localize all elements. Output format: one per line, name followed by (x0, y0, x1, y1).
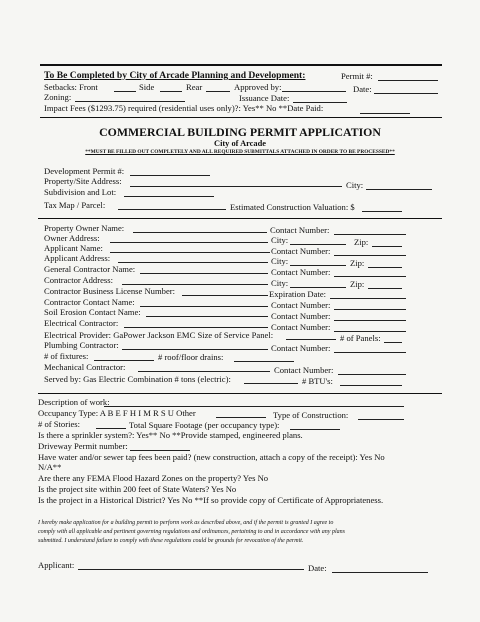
historical-label: Is the project in a Historical District? Yes No **If so provide copy of Certificate of Appropriateness. (38, 495, 384, 505)
planning-date-label: Date: (353, 84, 372, 94)
applicant-address-label: Applicant Address: (44, 253, 111, 263)
applicant-zip-label: Zip: (350, 258, 365, 268)
electrical-contractor-label: Electrical Contractor: (44, 318, 119, 328)
setbacks-side-label: Side (139, 82, 155, 92)
subdivision-field[interactable] (124, 196, 214, 197)
soil-erosion-field[interactable] (146, 316, 268, 317)
contractor-contact-number-field[interactable] (334, 309, 406, 310)
owner-address-label: Owner Address: (44, 233, 100, 243)
applicant-signature-field[interactable] (78, 569, 304, 570)
property-owner-label: Property Owner Name: (44, 223, 125, 233)
btu-label: # BTU's: (302, 376, 333, 386)
setbacks-front-field[interactable] (114, 91, 136, 92)
general-contractor-contact-field[interactable] (334, 276, 406, 277)
impact-fees-label: Impact Fees ($1293.75) required (residential uses only)?: Yes** No **Date Paid: (44, 103, 324, 113)
tax-map-field[interactable] (118, 209, 226, 210)
plumbing-contractor-field[interactable] (122, 349, 268, 350)
mechanical-contact-field[interactable] (338, 374, 406, 375)
planning-date-field[interactable] (374, 93, 438, 94)
owner-contact-label: Contact Number: (270, 225, 330, 235)
processing-notice: **MUST BE FILLED OUT COMPLETELY AND ALL REQUIRED SUBMITTALS ATTACHED IN ORDER TO BE PROCESSED** (85, 149, 395, 155)
zoning-field[interactable] (75, 101, 185, 102)
setbacks-front-label: Setbacks: Front (44, 82, 98, 92)
page-subtitle: City of Arcade (214, 139, 266, 148)
applicant-address-field[interactable] (118, 262, 268, 263)
fema-label: Are there any FEMA Flood Hazard Zones on the property? Yes No (38, 473, 269, 483)
roof-drains-label: # roof/floor drains: (158, 352, 224, 362)
state-waters-label: Is the project site within 200 feet of State Waters? Yes No (38, 484, 237, 494)
contractor-city-field[interactable] (290, 287, 346, 288)
approved-by-field[interactable] (282, 91, 346, 92)
description-label: Description of work: (38, 397, 110, 407)
mechanical-contractor-field[interactable] (138, 371, 270, 372)
occupancy-type-label: Occupancy Type: A B E F H I M R S U Other (38, 408, 196, 418)
subdivision-label: Subdivision and Lot: (44, 187, 117, 197)
owner-address-field[interactable] (110, 242, 268, 243)
electrical-contractor-field[interactable] (124, 327, 268, 328)
soil-erosion-label: Soil Erosion Contact Name: (44, 307, 141, 317)
applicant-contact-field[interactable] (334, 255, 406, 256)
planning-header (44, 70, 305, 81)
electrical-provider-label: Electrical Provider: GaPower Jackson EMC Size of Service Panel: (44, 330, 274, 340)
owner-city-label: City: (271, 235, 289, 245)
description-field[interactable] (104, 406, 404, 407)
contractor-contact-name-field[interactable] (140, 306, 268, 307)
permit-field[interactable] (378, 80, 438, 81)
issuance-date-label: Issuance Date: (239, 93, 290, 103)
approved-by-label: Approved by: (234, 82, 282, 92)
valuation-field[interactable] (362, 211, 402, 212)
contractor-zip-label: Zip: (350, 279, 365, 289)
applicant-zip-field[interactable] (368, 267, 402, 268)
water-sewer-na-label: N/A** (38, 462, 62, 472)
zoning-label: Zoning: (44, 92, 72, 102)
setbacks-rear-label: Rear (186, 82, 203, 92)
certification-line-2: comply with all applicable and pertinent governing regulations and ordinances, pertaining to and in accordance with any plans (38, 529, 345, 535)
development-permit-field[interactable] (130, 175, 210, 176)
general-contractor-label: General Contractor Name: (44, 264, 136, 274)
general-contractor-field[interactable] (140, 273, 268, 274)
owner-zip-label: Zip: (354, 237, 369, 247)
expiration-date-label: Expiration Date: (269, 289, 327, 299)
general-contractor-contact-label: Contact Number: (271, 267, 331, 277)
soil-erosion-contact-field[interactable] (334, 320, 406, 321)
plumbing-contact-field[interactable] (334, 352, 406, 353)
owner-contact-field[interactable] (334, 234, 406, 235)
property-address-field[interactable] (130, 186, 342, 187)
electrical-contact-field[interactable] (334, 331, 406, 332)
applicant-contact-label: Contact Number: (271, 246, 331, 256)
sprinkler-label: Is there a sprinkler system?: Yes** No **Provide stamped, engineered plans. (38, 430, 303, 440)
contractor-contact-name-label: Contractor Contact Name: (44, 297, 135, 307)
setbacks-side-field[interactable] (160, 91, 182, 92)
applicant-name-label: Applicant Name: (44, 243, 103, 253)
permit-label: Permit #: (341, 71, 373, 81)
applicant-city-field[interactable] (290, 265, 346, 266)
expiration-date-field[interactable] (330, 298, 406, 299)
roof-drains-field[interactable] (234, 361, 294, 362)
water-sewer-label: Have water and/or sewer tap fees been paid? (new construction, attach a copy of the receipt): Yes No (38, 452, 385, 462)
construction-type-field[interactable] (358, 419, 404, 420)
page-title: COMMERCIAL BUILDING PERMIT APPLICATION (99, 125, 381, 139)
setbacks-rear-field[interactable] (206, 91, 230, 92)
business-license-field[interactable] (182, 295, 268, 296)
num-panels-label: # of Panels: (340, 333, 381, 343)
owner-zip-field[interactable] (372, 246, 402, 247)
stories-field[interactable] (96, 428, 126, 429)
contractor-zip-field[interactable] (368, 288, 402, 289)
mechanical-contractor-label: Mechanical Contractor: (44, 362, 126, 372)
owner-city-field[interactable] (290, 244, 346, 245)
square-footage-label: Total Square Footage (per occupancy type): (129, 420, 280, 430)
contractor-contact-number-label: Contact Number: (271, 300, 331, 310)
planning-header-text: To Be Completed by City of Arcade Planning and Development: (44, 70, 306, 81)
stories-label: # of Stories: (38, 419, 81, 429)
plumbing-contractor-label: Plumbing Contractor: (44, 340, 119, 350)
construction-type-label: Type of Construction: (273, 410, 349, 420)
contractor-address-label: Contractor Address: (44, 275, 113, 285)
signature-date-label: Date: (308, 563, 327, 573)
signature-date-field[interactable] (332, 572, 428, 573)
top-rule (40, 64, 442, 66)
plumbing-contact-label: Contact Number: (271, 343, 331, 353)
tax-map-label: Tax Map / Parcel: (44, 200, 106, 210)
valuation-label: Estimated Construction Valuation: $ (230, 202, 355, 212)
impact-fees-date-field[interactable] (360, 113, 410, 114)
applicant-city-label: City: (271, 256, 289, 266)
served-by-label: Served by: Gas Electric Combination # tons (electric): (44, 374, 231, 384)
service-panel-field[interactable] (286, 339, 336, 340)
tons-field[interactable] (244, 383, 298, 384)
section-divider-1 (38, 218, 442, 219)
btu-field[interactable] (340, 385, 402, 386)
contractor-city-label: City: (271, 278, 289, 288)
electrical-contact-label: Contact Number: (271, 322, 331, 332)
certification-line-3: submitted. I understand failure to comply with these regulations could be grounds for revocation of the permit. (38, 538, 304, 544)
property-owner-field[interactable] (133, 232, 267, 233)
applicant-name-field[interactable] (110, 252, 270, 253)
planning-box-bottom-rule (40, 117, 442, 118)
num-panels-field[interactable] (384, 342, 402, 343)
business-license-label: Contractor Business License Number: (44, 286, 176, 296)
driveway-label: Driveway Permit number: (38, 441, 128, 451)
applicant-signature-label: Applicant: (38, 560, 75, 570)
property-city-label: City: (346, 180, 364, 190)
soil-erosion-contact-label: Contact Number: (271, 311, 331, 321)
section-divider-2 (38, 393, 442, 394)
property-address-label: Property/Site Address: (44, 176, 122, 186)
num-fixtures-field[interactable] (94, 360, 154, 361)
property-city-field[interactable] (366, 189, 432, 190)
contractor-address-field[interactable] (122, 284, 268, 285)
occupancy-other-field[interactable] (216, 417, 266, 418)
certification-line-1: I hereby make application for a building permit to perform work as described above, and if the permit is granted I agree to (38, 520, 334, 526)
num-fixtures-label: # of fixtures: (44, 351, 89, 361)
mechanical-contact-label: Contact Number: (274, 365, 334, 375)
driveway-field[interactable] (130, 450, 190, 451)
development-permit-label: Development Permit #: (44, 166, 125, 176)
